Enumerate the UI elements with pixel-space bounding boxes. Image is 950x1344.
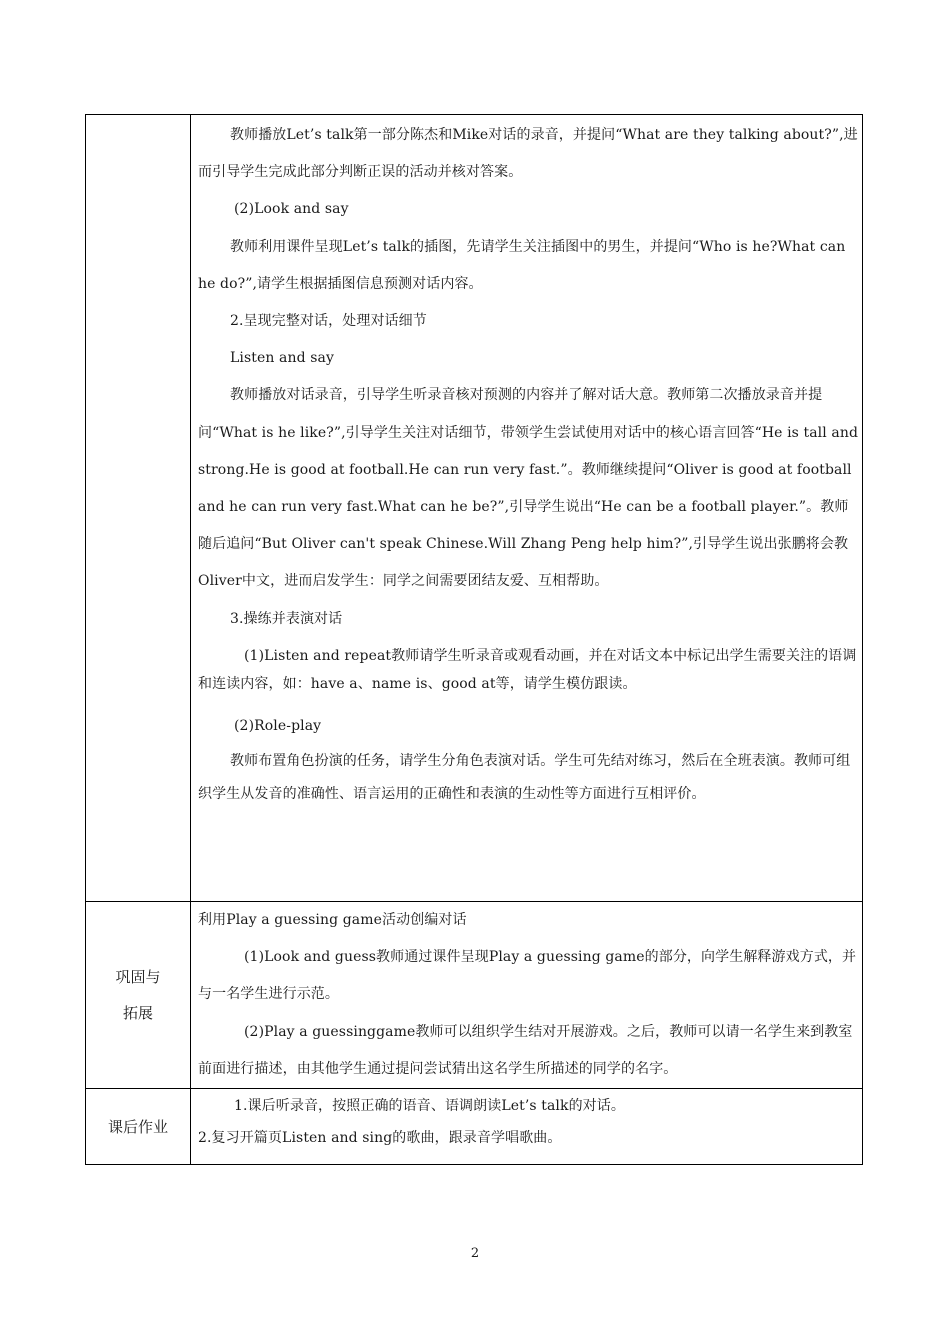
- paragraph: (2)Play a guessinggame教师可以组织学生结对开展游戏。之后，教师可以请一名学生来到教室前面进行描述，由其他学生通过提问尝试猜出这名学生所描述的同学的名字。: [198, 1023, 853, 1077]
- table-row: [86, 902, 863, 1089]
- paragraph-heading: (2)Role-play: [234, 717, 322, 734]
- page-number: 2: [470, 1246, 480, 1261]
- row-label-homework: 课后作业: [86, 1089, 191, 1165]
- label-line: 巩固与: [115, 968, 161, 986]
- paragraph: 1.课后听录音，按照正确的语音、语调朗读Let’s talk的对话。: [234, 1098, 625, 1115]
- paragraph: (1)Look and guess教师通过课件呈现Play a guessing game的部分，向学生解释游戏方式，并与一名学生进行示范。: [198, 949, 857, 1003]
- paragraph: 教师播放Let’s talk第一部分陈杰和Mike对话的录音，并提问“What are they talking about?”,进而引导学生完成此部分判断正误的活动并核对答案。: [198, 127, 858, 181]
- paragraph-heading: 利用Play a guessing game活动创编对话: [198, 912, 467, 928]
- paragraph-heading: (2)Look and say: [234, 201, 349, 218]
- paragraph: 教师布置角色扮演的任务，请学生分角色表演对话。学生可先结对练习，然后在全班表演。教师可组织学生从发音的准确性、语言运用的正确性和表演的生动性等方面进行互相评价。: [198, 753, 851, 803]
- table-row: [86, 1089, 863, 1165]
- table-row: [86, 115, 863, 902]
- row-label-empty: [86, 115, 191, 902]
- paragraph: 2.复习开篇页Listen and sing的歌曲，跟录音学唱歌曲。: [198, 1130, 562, 1147]
- label-line: 拓展: [122, 1004, 153, 1022]
- row-label-consolidation: [86, 902, 191, 1089]
- row-content-homework: [191, 1089, 863, 1165]
- paragraph: 教师利用课件呈现Let’s talk的插图，先请学生关注插图中的男生，并提问“Who is he?What can he do?”,请学生根据插图信息预测对话内容。: [198, 238, 846, 292]
- row-content-dialogue-activities: [191, 115, 863, 902]
- paragraph: 教师播放对话录音，引导学生听录音核对预测的内容并了解对话大意。教师第二次播放录音并提问“What is he like?”,引导学生关注对话细节，带领学生尝试使用对话中的核心语言回答“He is tall and strong.He is good at football.He can run very fast.”。教师继续提问“Oliver is good at football and he can run very fast.What can he be?”,引导学生说出“He can be a football player.”。教师随后追问“But Oliver can't speak Chinese.Will Zhang Peng help him?”,引导学生说出张鹏将会教Oliver中文，进而启发学生：同学之间需要团结友爱、互相帮助。: [198, 387, 859, 590]
- row-content-guessing-game: [191, 902, 863, 1089]
- section-heading: 2.呈现完整对话，处理对话细节: [230, 313, 427, 330]
- paragraph: (1)Listen and repeat教师请学生听录音或观看动画，并在对话文本中标记出学生需要关注的语调和连读内容，如：have a、name is、good at等，请学生模仿跟读。: [198, 647, 857, 692]
- section-heading: 3.操练并表演对话: [230, 610, 343, 627]
- lesson-plan-table: [85, 114, 863, 1165]
- paragraph-heading: Listen and say: [230, 350, 334, 367]
